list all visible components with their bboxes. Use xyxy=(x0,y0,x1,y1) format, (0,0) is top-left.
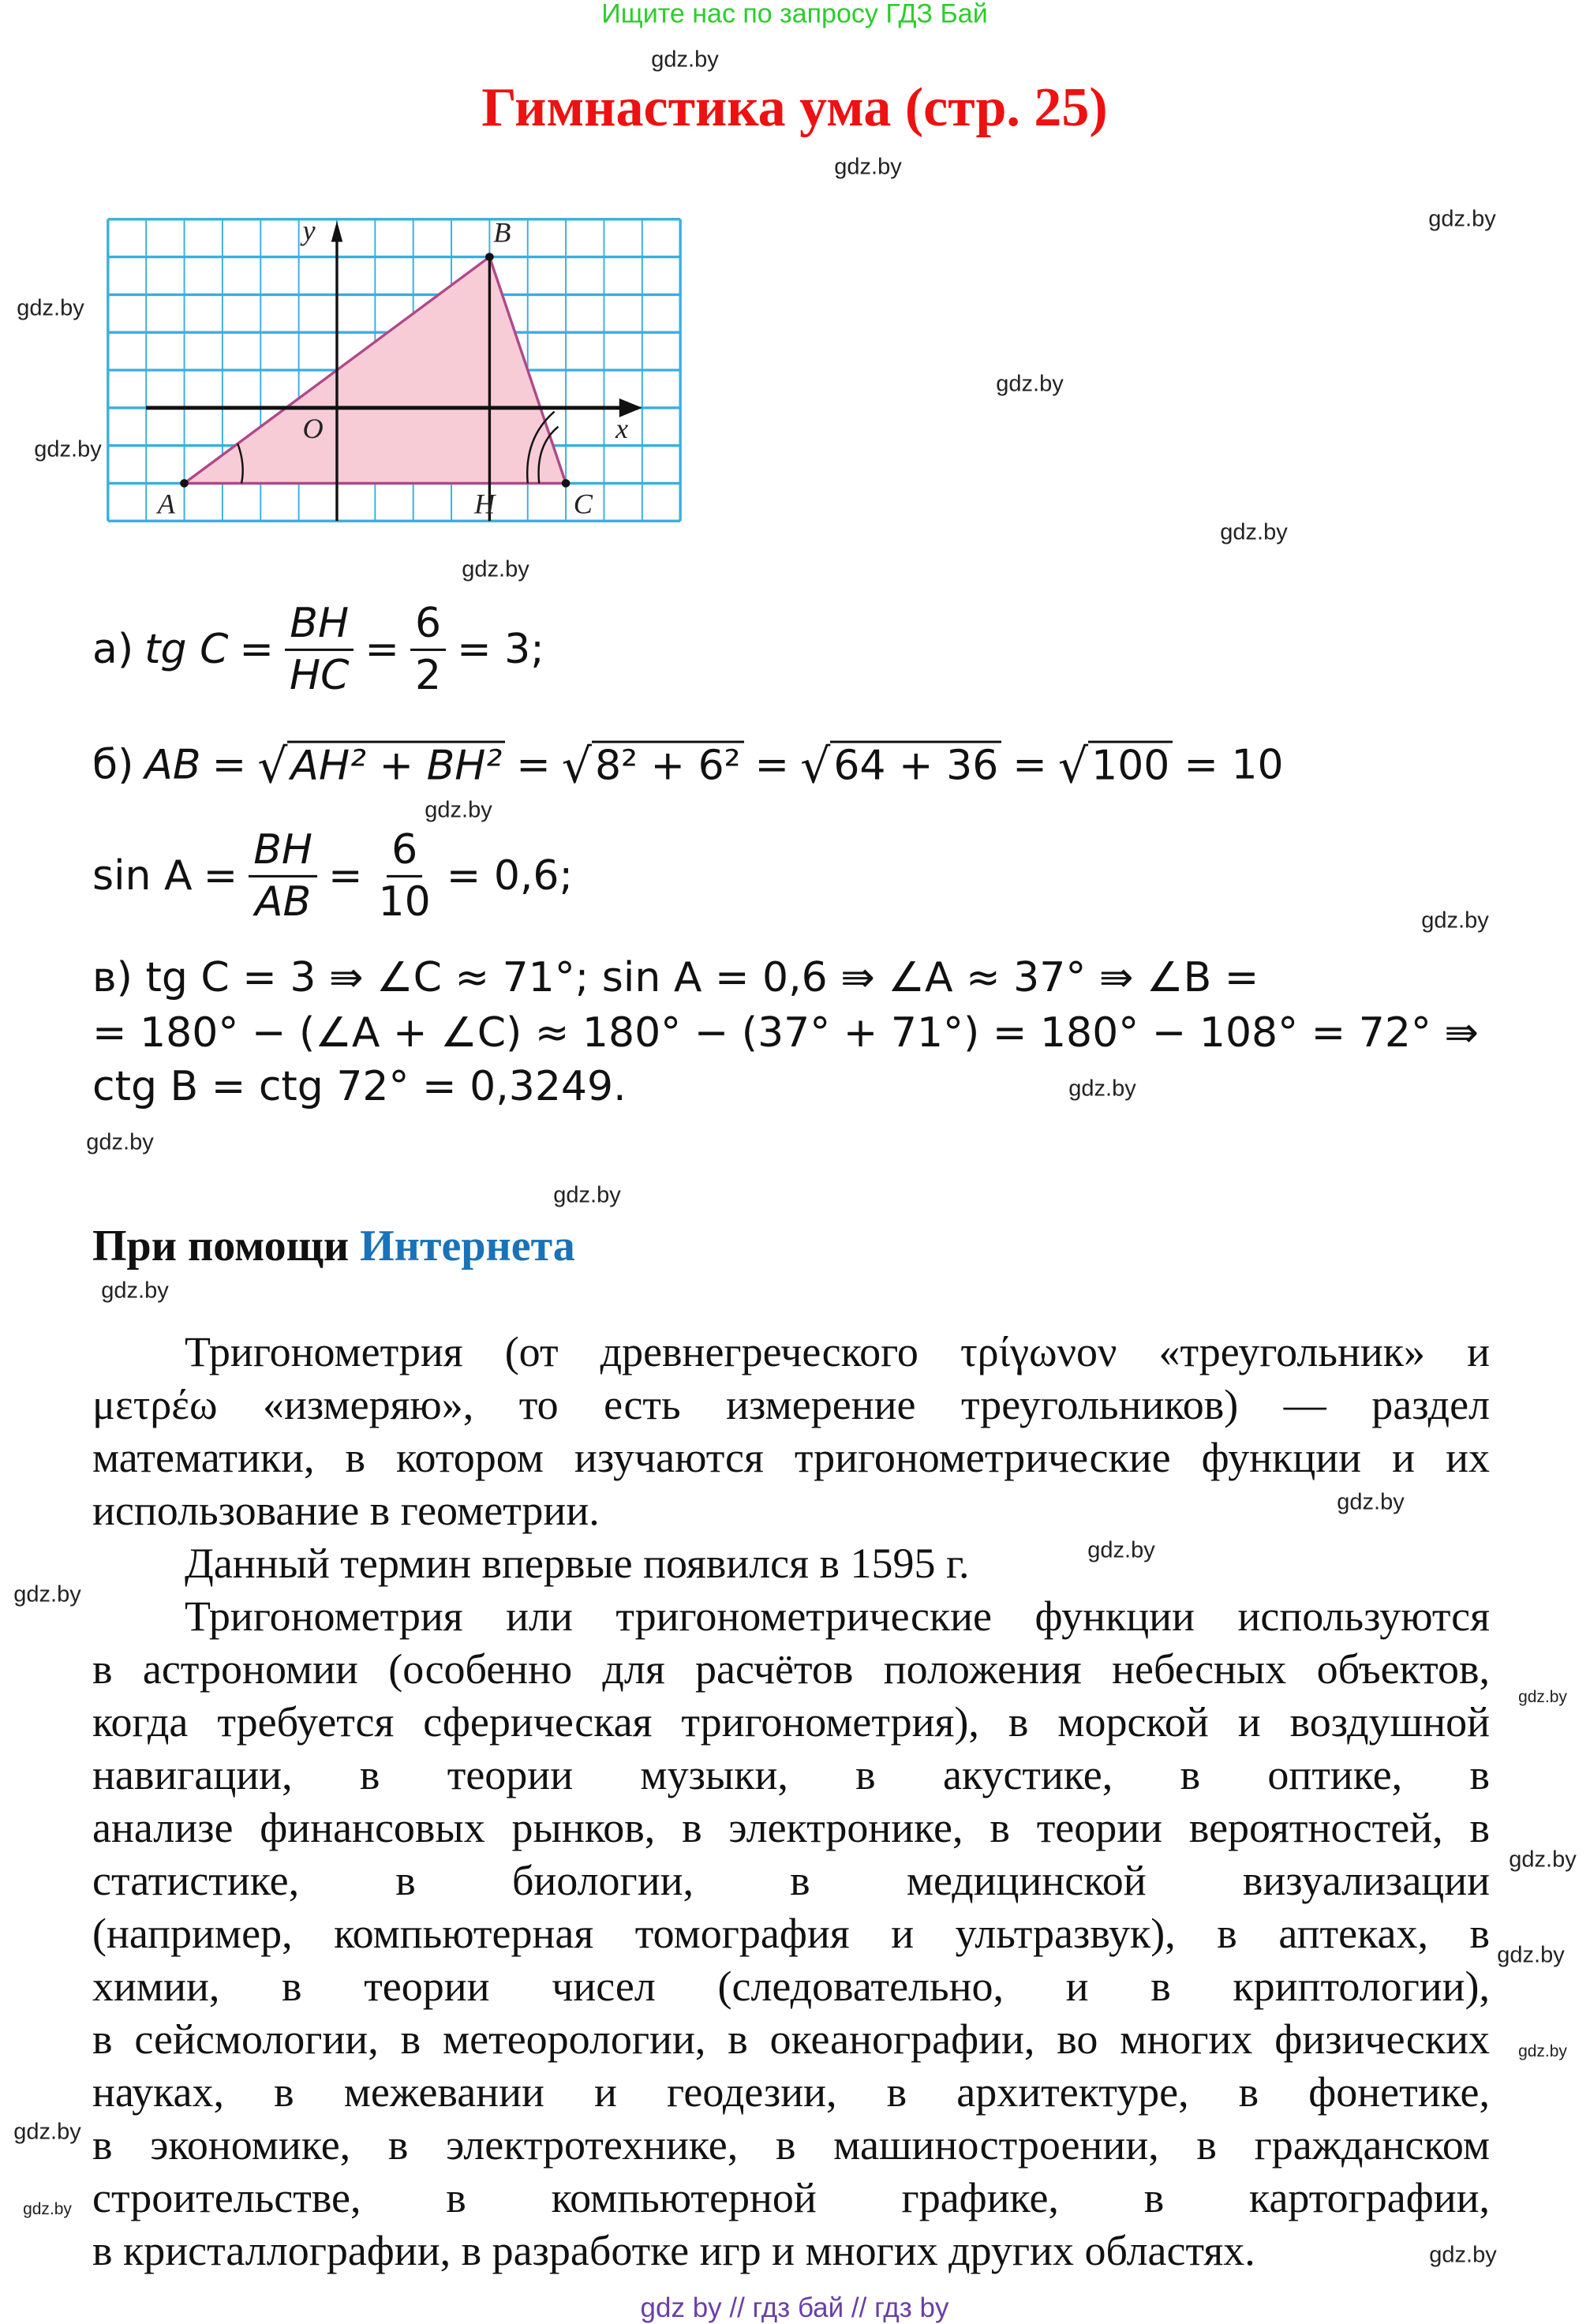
paragraph-line: Тригонометрия или тригонометрические функции используются xyxy=(185,1592,1490,1640)
numerator: BH xyxy=(249,829,317,878)
body-text xyxy=(92,1326,1490,2277)
watermark: gdz.by xyxy=(1429,2242,1497,2268)
watermark: gdz.by xyxy=(1087,1537,1155,1563)
radicand: AH² + BH² xyxy=(287,741,505,791)
radicand: 64 + 36 xyxy=(830,741,1001,791)
paragraph-line: μετρέω «измеряю», то есть измерение треугольников) — раздел xyxy=(92,1381,1490,1428)
watermark: gdz.by xyxy=(1337,1489,1405,1515)
denominator: AB xyxy=(254,878,312,926)
equals: = xyxy=(1012,741,1047,789)
formula-lhs: tg C xyxy=(144,626,229,673)
footer-links[interactable]: gdz by // гдз бай // гдз by xyxy=(640,2292,949,2323)
watermark: gdz.by xyxy=(1497,1942,1565,1968)
paragraph-line: в сейсмологии, в метеорологии, в океанографии, во многих физических xyxy=(92,2015,1490,2063)
paragraph-line: математики, в котором изучаются тригонометрические функции и их xyxy=(92,1434,1490,1481)
watermark: gdz.by xyxy=(996,371,1064,397)
paragraph-line: строительстве, в компьютерной графике, в картографии, xyxy=(92,2174,1490,2221)
fraction xyxy=(410,599,446,699)
watermark: gdz.by xyxy=(651,47,719,73)
heading-highlight: Интернета xyxy=(360,1222,575,1271)
watermark: gdz.by xyxy=(425,797,492,823)
radicand: 8² + 6² xyxy=(592,741,744,791)
watermark: gdz.by xyxy=(1518,1688,1567,1706)
paragraph-line: в экономике, в электротехнике, в машиностроении, в гражданском xyxy=(92,2121,1490,2169)
point-c xyxy=(562,479,571,488)
sqrt xyxy=(561,739,744,795)
sqrt xyxy=(800,739,1001,795)
label-h xyxy=(473,488,496,520)
watermark: gdz.by xyxy=(34,436,102,462)
watermark: gdz.by xyxy=(462,556,529,582)
fraction xyxy=(374,825,436,926)
denominator: 2 xyxy=(414,651,442,699)
numerator: BH xyxy=(285,602,354,651)
label-c xyxy=(574,488,593,520)
formula-v-line-2: = 180° − (∠A + ∠C) ≈ 180° − (37° + 71°) = 180° − 108° = 72° ⇛ xyxy=(92,1009,1480,1057)
watermark: gdz.by xyxy=(23,2200,72,2218)
watermark: gdz.by xyxy=(1509,1847,1577,1873)
paragraph-line: использование в геометрии. xyxy=(92,1487,600,1534)
watermark: gdz.by xyxy=(1068,1076,1136,1102)
numerator: 6 xyxy=(410,602,446,651)
paragraph-line: навигации, в теории музыки, в акустике, в оптике, в xyxy=(92,1751,1490,1798)
watermark: gdz.by xyxy=(1428,206,1496,232)
y-axis-arrow-icon xyxy=(331,221,343,241)
paragraph-line: когда требуется сферическая тригонометрия), в морской и воздушной xyxy=(92,1698,1490,1746)
equals: = xyxy=(754,741,790,789)
sqrt xyxy=(1057,739,1173,795)
point-a xyxy=(180,479,189,488)
label-a xyxy=(156,488,176,520)
paragraph-line: (например, компьютерная томография и ультразвук), в аптеках, в xyxy=(92,1910,1490,1957)
paragraph-line: науках, в межевании и геодезии, в архитектуре, в фонетике, xyxy=(92,2068,1490,2116)
watermark: gdz.by xyxy=(101,1278,169,1304)
triangle-graph xyxy=(104,215,684,525)
watermark: gdz.by xyxy=(17,295,84,321)
formula-result: = 3; xyxy=(457,626,544,673)
numerator: 6 xyxy=(387,829,422,878)
equals: = xyxy=(516,741,551,789)
heading-text: При помощи xyxy=(92,1222,361,1271)
watermark: gdz.by xyxy=(13,2119,81,2145)
section-heading xyxy=(92,1221,575,1271)
paragraph-line: Тригонометрия (от древнегреческого τρίγωνον «треугольник» и xyxy=(185,1328,1490,1375)
paragraph-line: Данный термин впервые появился в 1595 г. xyxy=(185,1540,970,1587)
watermark: gdz.by xyxy=(834,154,902,180)
formula-sin xyxy=(92,825,574,926)
watermark: gdz.by xyxy=(1518,2042,1567,2060)
point-b xyxy=(485,253,494,261)
formula-label: а) xyxy=(92,626,134,673)
sqrt-sign: √ xyxy=(561,739,593,795)
watermark: gdz.by xyxy=(1220,519,1288,545)
label-b xyxy=(493,217,511,249)
formula-result: = 0,6; xyxy=(446,852,574,900)
sqrt-sign: √ xyxy=(800,739,831,795)
formula-label: б) xyxy=(92,741,134,789)
label-y xyxy=(299,215,316,246)
watermark: gdz.by xyxy=(86,1129,154,1155)
page-title: Гимнастика ума (стр. 25) xyxy=(481,77,1108,138)
search-banner: Ищите нас по запросу ГДЗ Бай xyxy=(601,0,988,29)
formula-v-line-3: ctg B = ctg 72° = 0,3249. xyxy=(92,1063,627,1110)
watermark: gdz.by xyxy=(553,1182,621,1208)
formula-b xyxy=(92,739,1284,795)
sqrt-sign: √ xyxy=(257,739,288,795)
sqrt-sign: √ xyxy=(1057,739,1089,795)
formula-v-line-1: в) tg C = 3 ⇛ ∠C ≈ 71°; sin A = 0,6 ⇛ ∠A ≈ 37° ⇛ ∠B = xyxy=(92,954,1259,1001)
paragraph-line: в кристаллографии, в разработке игр и многих других областях. xyxy=(92,2227,1255,2274)
equals: = xyxy=(327,852,363,900)
formula-result: = 10 xyxy=(1184,741,1284,789)
paragraph-line: химии, в теории чисел (следовательно, и в криптологии), xyxy=(92,1963,1490,2010)
equals: = xyxy=(365,626,399,673)
equals: = xyxy=(211,741,247,789)
watermark: gdz.by xyxy=(1421,908,1489,934)
formula-a xyxy=(92,599,544,699)
label-x xyxy=(615,413,628,444)
formula-lhs: AB xyxy=(144,741,201,789)
fraction xyxy=(285,599,354,699)
fraction xyxy=(249,825,317,926)
sqrt xyxy=(257,739,505,795)
equals: = xyxy=(239,626,274,673)
paragraph-line: анализе финансовых рынков, в электронике, в теории вероятностей, в xyxy=(92,1804,1490,1851)
paragraph-line: статистике, в биологии, в медицинской визуализации xyxy=(92,1857,1490,1904)
label-o xyxy=(302,413,323,444)
watermark: gdz.by xyxy=(13,1581,81,1607)
equals: = xyxy=(203,852,238,900)
radicand: 100 xyxy=(1088,741,1173,791)
formula-lhs: sin A xyxy=(92,852,193,900)
paragraph-line: в астрономии (особенно для расчётов положения небесных объектов, xyxy=(92,1645,1490,1693)
denominator: 10 xyxy=(378,878,431,926)
denominator: HC xyxy=(289,651,350,699)
